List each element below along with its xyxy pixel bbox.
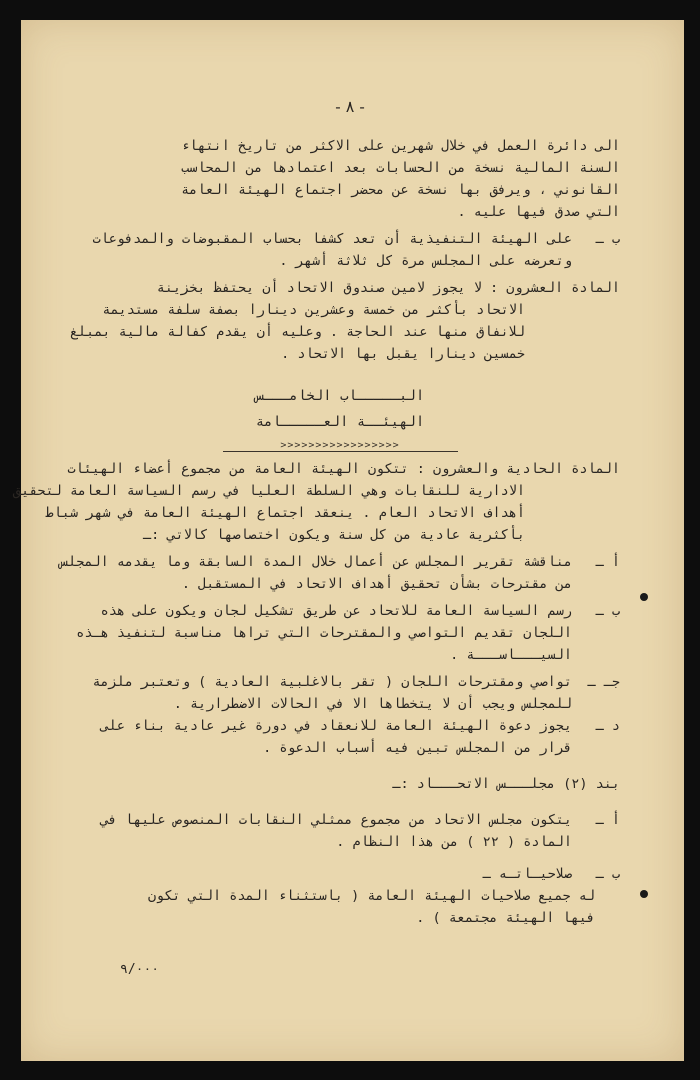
- text-line: تواصي ومقترحات اللجان ( تقر بالاغلبية العادية ) وتعتبر ملزمة: [92, 674, 572, 690]
- text-line: بأكثرية عادية من كل سنة ويكون اختصاصها كالاتي :ـ: [142, 527, 525, 543]
- text-line: يتكون مجلس الاتحاد من مجموع ممثلي النقابات المنصوص عليها في: [100, 812, 572, 828]
- section-clause-a: [60, 809, 620, 853]
- clause-c: [60, 671, 620, 715]
- text-line: يجوز دعوة الهيئة العامة للانعقاد في دورة غير عادية بناء على: [100, 718, 572, 734]
- clause-b: [60, 600, 620, 666]
- punch-hole: [640, 593, 648, 601]
- section-heading: بند (٢) مجلـــس الاتحـــاد :ـ: [392, 776, 620, 792]
- decorative-rule: <<<<<<<<<<<<<<<<<: [223, 441, 458, 452]
- chapter-title: البـــــاب الخامـــس: [255, 388, 425, 404]
- closing-paragraph: [60, 885, 595, 929]
- chapter-heading: [60, 385, 620, 452]
- text-line: الى دائرة العمل في خلال شهرين على الاكثر من تاريخ انتهاء: [181, 138, 620, 154]
- text-line: للمجلس ويجب أن لا يتخطاها الا في الحالات الاضطرارية .: [173, 696, 572, 712]
- clause-marker: جـ ـ: [587, 674, 620, 690]
- clause-marker: د ـ: [595, 718, 620, 734]
- footer-reference: ٩/٠٠٠: [120, 962, 160, 977]
- clause-marker: ب ـ: [595, 866, 620, 882]
- text-line: فيها الهيئة مجتمعة ) .: [416, 910, 595, 926]
- text-line: المادة ( ٢٢ ) من هذا النظام .: [336, 834, 572, 850]
- clause-marker: ب ـ: [595, 603, 620, 619]
- text-line: المادة الحادية والعشرون : تتكون الهيئة العامة من مجموع أعضاء الهيئات: [67, 461, 620, 477]
- text-line: اللجان تقديم التواصي والمقترحات التي تراها مناسبة لتنفيذ هـذه: [76, 625, 572, 641]
- punch-hole: [640, 890, 648, 898]
- text-line: مناقشة تقرير المجلس عن أعمال خلال المدة السابقة وما يقدمه المجلس: [59, 554, 572, 570]
- text-line: المادة العشرون : لا يجوز لامين صندوق الاتحاد أن يحتفظ بخزينة: [156, 280, 620, 296]
- text-line: القانوني ، ويرفق بها نسخة عن محضر اجتماع الهيئة العامة: [181, 182, 620, 198]
- clause-marker: أ ـ: [595, 554, 620, 570]
- document-body: [12, 135, 620, 929]
- text-line: السنة المالية نسخة من الحسابات بعد اعتمادها من المحاسب: [181, 160, 620, 176]
- page-number: - ٨ -: [335, 97, 365, 116]
- text-line: من مقترحات بشأن تحقيق أهداف الاتحاد في المستقبل .: [181, 576, 572, 592]
- article-21: [12, 458, 620, 546]
- text-line: على الهيئة التنفيذية أن تعد كشفا بحساب المقبوضات والمدفوعات: [92, 231, 572, 247]
- text-line: رسم السياسة العامة للاتحاد عن طريق تشكيل لجان ويكون على هذه: [100, 603, 572, 619]
- section-clause-b: [60, 863, 620, 885]
- text-line: الادارية للنقابات وهي السلطة العليا في رسم السياسة العامة لتحقيق: [12, 483, 525, 499]
- chapter-subtitle: الهيئــة العـــــامة: [255, 414, 425, 430]
- clause-b: [60, 228, 620, 272]
- paragraph-continuation: [60, 135, 620, 223]
- text-line: التي صدق فيها عليه .: [457, 204, 620, 220]
- text-line: له جميع صلاحيات الهيئة العامة ( باستثناء المدة التي تكون: [147, 888, 595, 904]
- text-line: السيـــاســـة .: [450, 647, 572, 663]
- clause-d: [60, 715, 620, 759]
- clause-marker: ب ـ: [595, 231, 620, 247]
- text-line: الاتحاد بأكثر من خمسة وعشرين دينارا بصفة سلفة مستديمة: [102, 302, 525, 318]
- text-line: قرار من المجلس تبين فيه أسباب الدعوة .: [263, 740, 572, 756]
- text-line: وتعرضه على المجلس مرة كل ثلاثة أشهر .: [279, 253, 572, 269]
- text-line: للانفاق منها عند الحاجة . وعليه أن يقدم كفالة مالية بمبلغ: [69, 324, 525, 340]
- clause-a: [60, 551, 620, 595]
- clause-marker: أ ـ: [595, 812, 620, 828]
- text-line: صلاحيـاتـه ـ: [482, 866, 572, 882]
- text-line: خمسين دينارا يقبل بها الاتحاد .: [281, 346, 525, 362]
- text-line: أهداف الاتحاد العام . ينعقد اجتماع الهيئة العامة في شهر شباط: [45, 505, 525, 521]
- article-20: [60, 277, 620, 365]
